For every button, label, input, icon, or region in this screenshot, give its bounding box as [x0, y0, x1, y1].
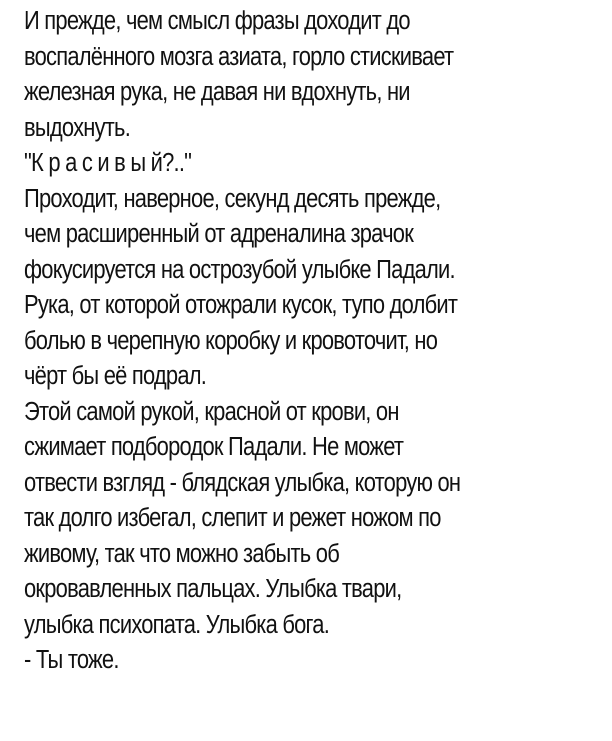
- text-line: чёрт бы её подрал.: [24, 362, 207, 390]
- text-line: воспалённого мозга азиата, горло стискивает: [24, 42, 454, 71]
- text-line: улыбка психопата. Улыбка бога.: [24, 610, 330, 639]
- text-line: - Ты тоже.: [24, 646, 119, 674]
- text-line: Этой самой рукой, красной от крови, он: [24, 397, 399, 426]
- text-line: "К р а с и в ы й?..": [24, 149, 192, 177]
- text-line: болью в черепную коробку и кровоточит, но: [24, 326, 438, 355]
- text-line: железная рука, не давая ни вдохнуть, ни: [24, 78, 410, 106]
- text-line: И прежде, чем смысл фразы доходит до: [24, 7, 410, 35]
- text-line: фокусируется на острозубой улыбке Падали.: [24, 255, 455, 284]
- text-line: выдохнуть.: [24, 113, 131, 142]
- text-line: Рука, от которой отожрали кусок, тупо долбит: [24, 291, 458, 319]
- text-line: отвести взгляд - блядская улыбка, которую он: [24, 468, 461, 497]
- text-line: живому, так что можно забыть об: [24, 539, 340, 568]
- text-line: так долго избегал, слепит и режет ножом по: [24, 504, 441, 532]
- text-line: окровавленных пальцах. Улыбка твари,: [24, 575, 402, 603]
- text-line: Проходит, наверное, секунд десять прежде,: [24, 184, 441, 213]
- text-line: сжимает подбородок Падали. Не может: [24, 433, 404, 461]
- text-line: чем расширенный от адреналина зрачок: [24, 220, 414, 248]
- text-body: [24, 4, 523, 679]
